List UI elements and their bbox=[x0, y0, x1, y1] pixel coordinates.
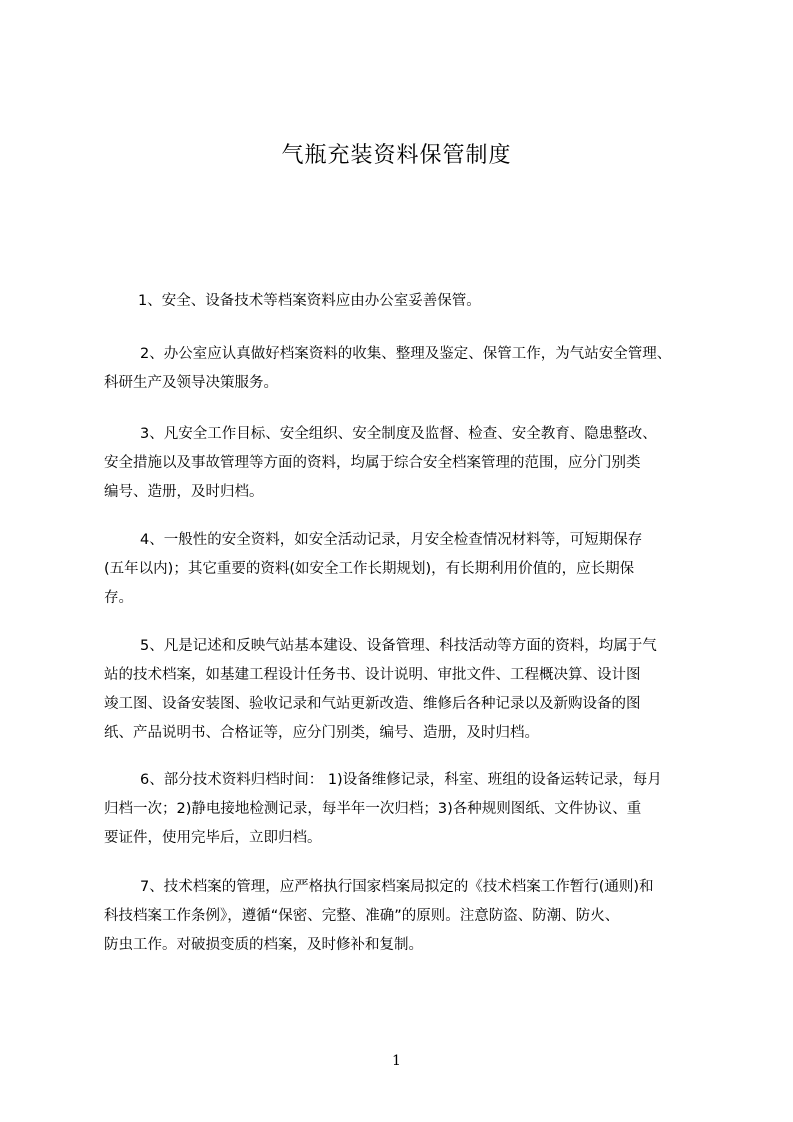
paragraph-line: 4、一般性的安全资料，如安全活动记录，月安全检查情况材料等，可短期保存 bbox=[140, 532, 643, 548]
paragraph-5 bbox=[104, 632, 702, 748]
paragraph-line: 安全措施以及事故管理等方面的资料，均属于综合安全档案管理的范围，应分门别类 bbox=[104, 455, 641, 471]
paragraph-6 bbox=[104, 766, 702, 853]
paragraph-line: 要证件，使用完毕后，立即归档。 bbox=[104, 830, 322, 846]
paragraph-line: 编号、造册，及时归档。 bbox=[104, 484, 264, 500]
paragraph-line: 5、凡是记述和反映气站基本建设、设备管理、科技活动等方面的资料，均属于气 bbox=[140, 638, 657, 654]
paragraph-line: 站的技术档案，如基建工程设计任务书、设计说明、审批文件、工程概决算、设计图 bbox=[104, 667, 641, 683]
paragraph-7 bbox=[104, 873, 702, 960]
paragraph-line: 6、部分技术资料归档时间： 1)设备维修记录，科室、班组的设备运转记录，每月 bbox=[140, 772, 662, 788]
paragraph-line: 竣工图、设备安装图、验收记录和气站更新改造、维修后各种记录以及新购设备的图 bbox=[104, 696, 641, 712]
paragraph-line: 科研生产及领导决策服务。 bbox=[104, 375, 278, 391]
paragraph-line: 3、凡安全工作目标、安全组织、安全制度及监督、检查、安全教育、隐患整改、 bbox=[140, 426, 657, 442]
paragraph-3 bbox=[104, 420, 702, 507]
paragraph-1 bbox=[104, 287, 702, 316]
paragraph-line: 7、技术档案的管理，应严格执行国家档案局拟定的《技术档案工作暂行(通则)和 bbox=[140, 879, 654, 895]
paragraph-4 bbox=[104, 526, 702, 613]
document-title: 气瓶充装资料保管制度 bbox=[281, 143, 512, 168]
paragraph-line: 2、办公室应认真做好档案资料的收集、整理及鉴定、保管工作，为气站安全管理、 bbox=[140, 346, 672, 362]
paragraph-line: (五年以内)；其它重要的资料(如安全工作长期规划)，有长期利用价值的，应长期保 bbox=[104, 561, 635, 577]
paragraph-line: 存。 bbox=[104, 590, 133, 606]
page-number: 1 bbox=[392, 1053, 401, 1069]
paragraph-2 bbox=[104, 340, 702, 398]
paragraph-line: 纸、产品说明书、合格证等，应分门别类，编号、造册，及时归档。 bbox=[104, 725, 539, 741]
paragraph-line: 科技档案工作条例》，遵循“保密、完整、准确”的原则。注意防盗、防潮、防火、 bbox=[104, 908, 620, 924]
paragraph-line: 防虫工作。对破损变质的档案，及时修补和复制。 bbox=[104, 937, 423, 953]
paragraph-line: 归档一次；2)静电接地检测记录，每半年一次归档；3)各种规则图纸、文件协议、重 bbox=[104, 801, 642, 817]
paragraph-line: 1、安全、设备技术等档案资料应由办公室妥善保管。 bbox=[138, 293, 481, 309]
